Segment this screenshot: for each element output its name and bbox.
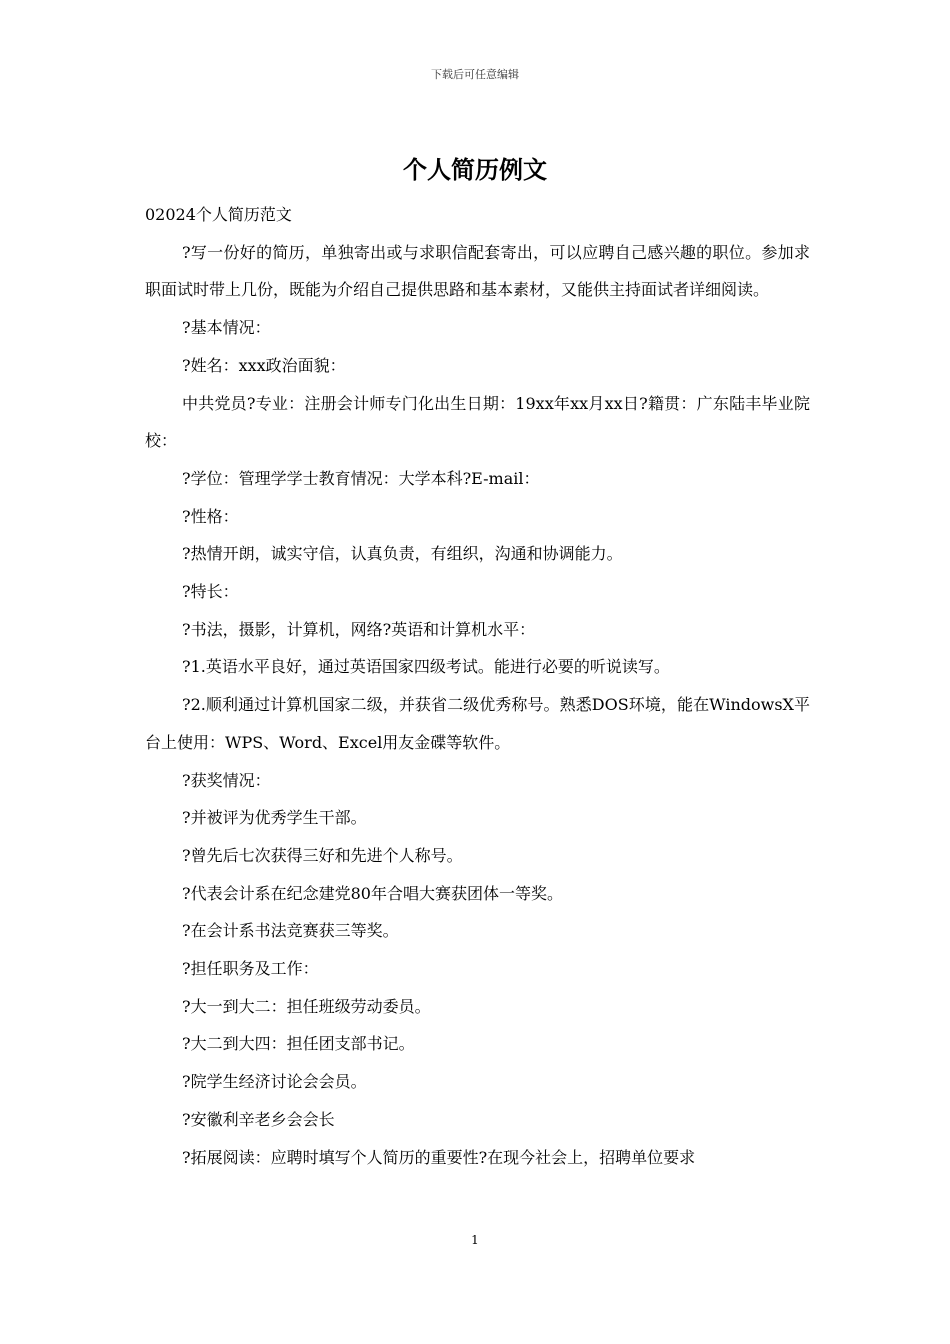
body-paragraph: ?基本情况： [182, 318, 271, 338]
body-paragraph: ?获奖情况： [182, 770, 271, 790]
body-paragraph: ?大二到大四：担任团支部书记。 [182, 1034, 415, 1054]
body-paragraph: ?学位：管理学学士教育情况：大学本科?E-mail： [182, 468, 540, 488]
body-paragraph: ?特长： [182, 582, 239, 602]
body-paragraph: ?热情开朗，诚实守信，认真负责，有组织，沟通和协调能力。 [182, 544, 623, 564]
body-paragraph: 中共党员?专业：注册会计师专门化出生日期：19xx年xx月xx日?籍贯：广东陆丰毕业院校： [145, 393, 810, 451]
body-paragraph: ?担任职务及工作： [182, 959, 319, 979]
body-paragraph: ?曾先后七次获得三好和先进个人称号。 [182, 845, 463, 865]
body-paragraph: ?代表会计系在纪念建党80年合唱大赛获团体一等奖。 [182, 883, 563, 903]
body-paragraph: ?写一份好的简历，单独寄出或与求职信配套寄出，可以应聘自己感兴趣的职位。参加求职面试时带上几份，既能为介绍自己提供思路和基本素材，又能供主持面试者详细阅读。 [145, 242, 810, 300]
body-paragraph: ?并被评为优秀学生干部。 [182, 808, 367, 828]
body-paragraph: ?在会计系书法竞赛获三等奖。 [182, 921, 399, 941]
body-paragraph: ?2.顺利通过计算机国家二级，并获省二级优秀称号。熟悉DOS环境，能在WindowsX平台上使用：WPS、Word、Excel用友金碟等软件。 [145, 695, 810, 752]
body-paragraph: ?院学生经济讨论会会员。 [182, 1072, 367, 1092]
body-paragraph: ?大一到大二：担任班级劳动委员。 [182, 996, 431, 1016]
body-paragraph: ?书法，摄影，计算机，网络?英语和计算机水平： [182, 619, 536, 639]
body-paragraph: ?性格： [182, 506, 239, 526]
body-paragraph: 02024个人简历范文 [145, 205, 292, 224]
document-title: 个人简历例文 [403, 155, 547, 184]
page-number: 1 [471, 1233, 479, 1247]
body-paragraph: ?拓展阅读：应聘时填写个人简历的重要性?在现今社会上，招聘单位要求 [182, 1147, 696, 1167]
body-paragraph: ?姓名：xxx政治面貌： [182, 355, 346, 375]
page-header-note: 下载后可任意编辑 [431, 68, 519, 81]
body-paragraph: ?1.英语水平良好，通过英语国家四级考试。能进行必要的听说读写。 [182, 657, 670, 677]
document-body [145, 196, 810, 1176]
body-paragraph: ?安徽利辛老乡会会长 [182, 1109, 335, 1129]
